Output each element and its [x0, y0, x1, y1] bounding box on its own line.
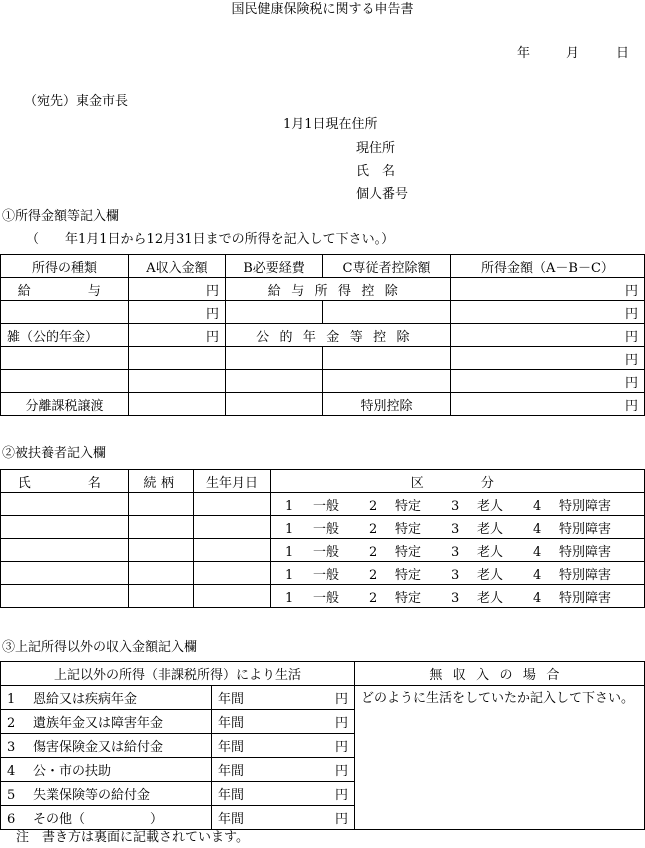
birthdate-field[interactable] [194, 516, 271, 539]
income-row-blank [1, 347, 645, 370]
income-amount-field[interactable]: 円 [451, 370, 645, 393]
category-number: 2 [369, 590, 378, 606]
header-income-type: 所得の種類 [1, 255, 129, 278]
income-row-salary [1, 278, 645, 301]
annual-label: 年間 [218, 764, 245, 779]
category-number: 3 [451, 498, 460, 514]
category-label: 老人 [477, 590, 504, 606]
category-options[interactable] [271, 493, 645, 516]
annual-amount-field[interactable] [212, 710, 355, 734]
date-month-label: 月 [566, 46, 580, 61]
section3-heading: ③上記所得以外の収入金額記入欄 [2, 640, 198, 655]
income-source-number: 5 [7, 788, 16, 803]
dependents-table [0, 469, 645, 608]
other-income-table [0, 661, 645, 830]
income-type-separate-transfer: 分離課税譲渡 [1, 393, 129, 416]
category-number: 2 [369, 544, 378, 560]
category-number: 3 [451, 567, 460, 583]
header-nontaxable-income: 上記以外の所得（非課税所得）により生活 [1, 662, 355, 686]
category-number: 1 [285, 521, 294, 537]
category-label: 特定 [395, 590, 422, 606]
header-no-income: 無収入の場合 [355, 662, 645, 686]
birthdate-field[interactable] [194, 585, 271, 608]
category-number: 4 [533, 590, 542, 606]
category-label: 老人 [477, 544, 504, 560]
income-source-text: 恩給又は疾病年金 [33, 692, 138, 707]
income-source-label [1, 806, 212, 830]
income-type-salary: 給 与 [1, 278, 129, 301]
dependent-name-field[interactable] [1, 562, 129, 585]
income-source-text: 傷害保険金又は給付金 [33, 740, 164, 755]
family-deduction-field[interactable] [323, 347, 451, 370]
dependent-row [1, 562, 645, 585]
category-number: 3 [451, 590, 460, 606]
category-label: 特定 [395, 521, 422, 537]
yen-label: 円 [335, 740, 349, 755]
category-number: 1 [285, 567, 294, 583]
jan-address-label: 1月1日現在住所 [283, 117, 378, 132]
income-source-number: 2 [7, 716, 16, 731]
category-number: 4 [533, 498, 542, 514]
income-source-label [1, 734, 212, 758]
category-label: 老人 [477, 567, 504, 583]
category-options[interactable] [271, 562, 645, 585]
income-source-label [1, 782, 212, 806]
family-deduction-field[interactable] [323, 370, 451, 393]
dependent-name-field[interactable] [1, 516, 129, 539]
dependent-row [1, 493, 645, 516]
relationship-field[interactable] [129, 516, 194, 539]
special-deduction-label: 特別控除 [323, 393, 451, 416]
income-row-separate-transfer [1, 393, 645, 416]
category-label: 一般 [313, 521, 340, 537]
header-relationship: 続柄 [129, 470, 194, 493]
yen-label: 円 [335, 788, 349, 803]
category-number: 3 [451, 521, 460, 537]
category-number: 3 [451, 544, 460, 560]
category-label: 特定 [395, 567, 422, 583]
dependent-name-field[interactable] [1, 585, 129, 608]
category-label: 特別障害 [559, 521, 612, 537]
relationship-field[interactable] [129, 493, 194, 516]
section1-note: （ 年1月1日から12月31日までの所得を記入して下さい。） [26, 232, 395, 247]
annual-amount-field[interactable] [212, 734, 355, 758]
annual-label: 年間 [218, 692, 245, 707]
header-name: 氏 名 [1, 470, 129, 493]
income-source-number: 4 [7, 764, 16, 779]
dependent-row [1, 516, 645, 539]
header-revenue: A収入金額 [129, 255, 226, 278]
category-options[interactable] [271, 585, 645, 608]
date-day-label: 日 [616, 46, 630, 61]
header-birthdate: 生年月日 [194, 470, 271, 493]
expenses-field[interactable] [226, 301, 323, 324]
annual-amount-field[interactable] [212, 686, 355, 710]
income-amount-field[interactable]: 円 [451, 301, 645, 324]
yen-label: 円 [335, 716, 349, 731]
category-number: 2 [369, 521, 378, 537]
yen-label: 円 [335, 812, 349, 827]
income-amount-field[interactable]: 円 [451, 324, 645, 347]
annual-label: 年間 [218, 812, 245, 827]
category-number: 4 [533, 567, 542, 583]
income-source-number: 6 [7, 812, 16, 827]
other-income-header-row [1, 662, 645, 686]
dependent-row [1, 585, 645, 608]
yen-label: 円 [335, 692, 349, 707]
category-label: 一般 [313, 544, 340, 560]
income-type-field[interactable] [1, 347, 129, 370]
income-source-label [1, 710, 212, 734]
expenses-field[interactable] [226, 347, 323, 370]
category-number: 1 [285, 544, 294, 560]
no-income-explanation-field[interactable]: どのように生活をしていたか記入して下さい。 [355, 686, 645, 830]
income-type-field[interactable] [1, 301, 129, 324]
category-label: 特別障害 [559, 567, 612, 583]
income-source-label [1, 758, 212, 782]
category-options[interactable] [271, 539, 645, 562]
my-number-label: 個人番号 [356, 187, 409, 202]
expenses-field[interactable] [226, 393, 323, 416]
category-number: 2 [369, 498, 378, 514]
category-label: 一般 [313, 498, 340, 514]
birthdate-field[interactable] [194, 562, 271, 585]
annual-amount-field[interactable] [212, 782, 355, 806]
category-label: 一般 [313, 590, 340, 606]
birthdate-field[interactable] [194, 539, 271, 562]
category-label: 特別障害 [559, 544, 612, 560]
income-amount-field[interactable]: 円 [451, 393, 645, 416]
header-family-deduction: C専従者控除額 [323, 255, 451, 278]
category-label: 特定 [395, 544, 422, 560]
name-label: 氏 名 [356, 164, 396, 179]
income-source-label [1, 686, 212, 710]
income-source-number: 1 [7, 692, 16, 707]
salary-deduction-label: 給与所得控除 [226, 278, 451, 301]
header-expenses: B必要経費 [226, 255, 323, 278]
category-label: 特定 [395, 498, 422, 514]
footnote: 注 書き方は裏面に記載されています。 [16, 830, 249, 845]
category-options[interactable] [271, 516, 645, 539]
header-income-amount: 所得金額（A－B－C） [451, 255, 645, 278]
current-address-label: 現住所 [356, 141, 396, 156]
category-number: 2 [369, 567, 378, 583]
income-source-number: 3 [7, 740, 16, 755]
dependent-row [1, 539, 645, 562]
dependent-name-field[interactable] [1, 539, 129, 562]
pension-deduction-label: 公的年金等控除 [226, 324, 451, 347]
addressee: （宛先）東金市長 [24, 94, 129, 109]
dependents-header-row [1, 470, 645, 493]
category-number: 1 [285, 590, 294, 606]
form-title: 国民健康保険税に関する申告書 [231, 2, 414, 17]
annual-amount-field[interactable] [212, 806, 355, 830]
category-label: 特別障害 [559, 498, 612, 514]
revenue-field[interactable]: 円 [129, 278, 226, 301]
revenue-field[interactable]: 円 [129, 324, 226, 347]
category-number: 1 [285, 498, 294, 514]
income-amount-field[interactable]: 円 [451, 347, 645, 370]
date-year-label: 年 [517, 46, 531, 61]
income-type-field[interactable] [1, 370, 129, 393]
income-row-pension [1, 324, 645, 347]
income-source-text: 公・市の扶助 [33, 764, 112, 779]
section1-heading: ①所得金額等記入欄 [2, 209, 120, 224]
annual-label: 年間 [218, 716, 245, 731]
annual-label: 年間 [218, 740, 245, 755]
category-label: 老人 [477, 521, 504, 537]
income-table [0, 254, 645, 416]
annual-amount-field[interactable] [212, 758, 355, 782]
yen-label: 円 [335, 764, 349, 779]
relationship-field[interactable] [129, 562, 194, 585]
income-type-pension: 雑（公的年金） [1, 324, 129, 347]
category-label: 特別障害 [559, 590, 612, 606]
revenue-field[interactable] [129, 347, 226, 370]
other-income-row [1, 686, 645, 710]
category-number: 4 [533, 544, 542, 560]
revenue-field[interactable]: 円 [129, 301, 226, 324]
income-row-blank [1, 370, 645, 393]
income-source-text: 失業保険等の給付金 [33, 788, 151, 803]
relationship-field[interactable] [129, 585, 194, 608]
revenue-field[interactable] [129, 393, 226, 416]
income-header-row [1, 255, 645, 278]
income-source-text: その他（ ） [33, 812, 164, 827]
annual-label: 年間 [218, 788, 245, 803]
birthdate-field[interactable] [194, 493, 271, 516]
revenue-field[interactable] [129, 370, 226, 393]
dependent-name-field[interactable] [1, 493, 129, 516]
category-number: 4 [533, 521, 542, 537]
income-amount-field[interactable]: 円 [451, 278, 645, 301]
expenses-field[interactable] [226, 370, 323, 393]
section2-heading: ②被扶養者記入欄 [2, 446, 107, 461]
relationship-field[interactable] [129, 539, 194, 562]
income-row-blank [1, 301, 645, 324]
family-deduction-field[interactable] [323, 301, 451, 324]
income-source-text: 遺族年金又は障害年金 [33, 716, 164, 731]
header-category: 区 分 [271, 470, 645, 493]
category-label: 老人 [477, 498, 504, 514]
category-label: 一般 [313, 567, 340, 583]
